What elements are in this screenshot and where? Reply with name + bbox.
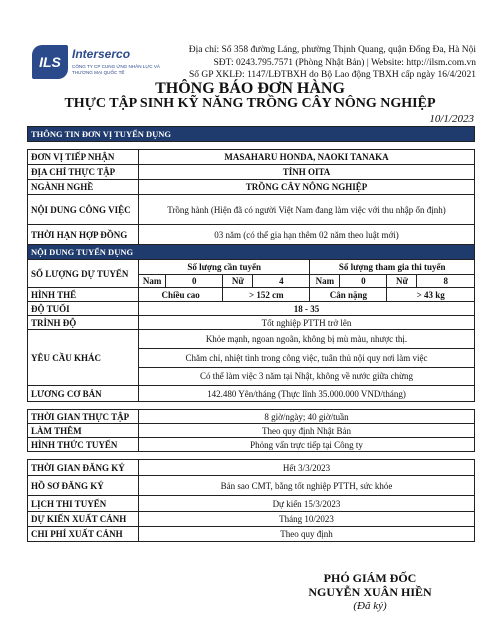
company-logo <box>32 43 192 83</box>
label-base-salary: LƯƠNG CƠ BẢN <box>28 386 139 402</box>
requirement-line: Chăm chỉ, nhiệt tình trong công việc, tuân thủ nội quy nơi làm việc <box>139 348 474 367</box>
value-documents: Bản sao CMT, bằng tốt nghiệp PTTH, sức khỏe <box>139 476 475 496</box>
physique-grid <box>139 288 474 301</box>
value-contract-term: 03 năm (có thể gia hạn thêm 02 năm theo luật mới) <box>139 225 475 245</box>
signer-name: NGUYỄN XUÂN HIỀN <box>308 585 432 599</box>
section-header-recruitment: NỘI DUNG TUYỂN DỤNG <box>28 245 475 260</box>
exam-male-value: 0 <box>340 274 387 287</box>
document-date: 10/1/2023 <box>429 113 474 125</box>
label-overtime: LÀM THÊM <box>28 424 139 438</box>
exam-female-value: 8 <box>417 274 474 287</box>
label-age: ĐỘ TUỔI <box>28 302 139 316</box>
exam-male-label: Nam <box>310 274 340 287</box>
value-departure-cost: Theo quy định <box>139 527 475 542</box>
document-subtitle: THỰC TẬP SINH KỸ NĂNG TRỒNG CÂY NÔNG NGHIỆP <box>64 96 436 111</box>
label-quantity: SỐ LƯỢNG DỰ TUYỂN <box>28 260 139 288</box>
contact-phone: SĐT: 0243.795.7571 (Phòng Nhật Bản) | Website: http://ilsm.com.vn <box>213 57 476 68</box>
value-age: 18 - 35 <box>139 302 475 316</box>
requirement-line: Khỏe mạnh, ngoan ngoãn, không bị mù màu, nhược thị. <box>205 333 408 344</box>
weight-value: > 43 kg <box>387 288 474 301</box>
needed-female-value: 4 <box>253 274 310 287</box>
quantity-grid <box>139 260 474 287</box>
needed-female-label: Nữ <box>223 274 253 287</box>
value-overtime: Theo quy định Nhật Bản <box>139 424 475 438</box>
label-work-address: ĐỊA CHỈ THỰC TẬP <box>28 165 139 180</box>
section-header-employer: THÔNG TIN ĐƠN VỊ TUYỂN DỤNG <box>28 127 475 142</box>
height-label: Chiều cao <box>161 289 200 300</box>
requirements-list <box>139 330 474 385</box>
label-other-requirements: YÊU CẦU KHÁC <box>28 330 139 386</box>
value-training-time: 8 giờ/ngày; 40 giờ/tuần <box>139 410 475 424</box>
value-receiving-unit: MASAHARU HONDA, NAOKI TANAKA <box>139 150 475 165</box>
value-industry: TRỒNG CÂY NÔNG NGHIỆP <box>139 180 475 195</box>
label-education: TRÌNH ĐỘ <box>28 316 139 330</box>
label-departure-cost: CHI PHÍ XUẤT CẢNH <box>28 527 139 542</box>
value-job-content: Trồng hành (Hiện đã có người Việt Nam đang làm việc với thu nhập ổn định) <box>139 195 475 225</box>
value-work-address: TỈNH OITA <box>139 165 475 180</box>
label-registration-time: THỜI GIAN ĐĂNG KÝ <box>28 460 139 476</box>
contact-block <box>176 44 476 82</box>
contact-address: Địa chỉ: Số 358 đường Láng, phường Thịnh Quang, quận Đống Đa, Hà Nội <box>188 45 476 55</box>
header-needed: Số lượng cần tuyển <box>187 261 261 272</box>
value-education: Tốt nghiệp PTTH trở lên <box>139 316 475 330</box>
header-exam: Số lượng tham gia thi tuyển <box>310 260 474 274</box>
label-industry: NGÀNH NGHỀ <box>28 180 139 195</box>
signed-note: (Đã ký) <box>353 600 387 612</box>
exam-female-label: Nữ <box>387 274 417 287</box>
logo-name: Interserco <box>72 47 131 61</box>
logo-subtitle: CÔNG TY CP CUNG ỨNG NHÂN LỰC VÀ THƯƠNG MẠI QUỐC TẾ <box>72 64 160 75</box>
needed-male-value: 0 <box>166 274 223 287</box>
contact-license: Số GP XKLĐ: 1147/LĐTBXH do Bộ Lao động TBXH cấp ngày 16/4/2021 <box>188 70 476 80</box>
label-contract-term: THỜI HẠN HỢP ĐỒNG <box>28 225 139 245</box>
label-recruitment-form: HÌNH THỨC TUYỂN <box>28 438 139 452</box>
value-recruitment-form: Phỏng vấn trực tiếp tại Công ty <box>139 438 475 452</box>
value-base-salary: 142.480 Yên/tháng (Thực lĩnh 35.000.000 VND/tháng) <box>139 386 475 402</box>
value-registration-time: Hết 3/3/2023 <box>139 460 475 476</box>
weight-label: Cân nặng <box>310 288 387 301</box>
requirement-line: Có thể làm việc 3 năm tại Nhật, không về nước giữa chừng <box>139 367 474 385</box>
label-physique: HÌNH THỂ <box>28 288 139 302</box>
value-departure: Tháng 10/2023 <box>139 512 475 527</box>
label-job-content: NỘI DUNG CÔNG VIỆC <box>28 195 139 225</box>
label-departure: DỰ KIẾN XUẤT CẢNH <box>28 512 139 527</box>
value-exam-schedule: Dự kiến 15/3/2023 <box>139 496 475 512</box>
height-value: > 152 cm <box>223 288 310 301</box>
label-exam-schedule: LỊCH THI TUYỂN <box>28 496 139 512</box>
needed-male-label: Nam <box>139 274 166 287</box>
signer-position: PHÓ GIÁM ĐỐC <box>323 571 417 585</box>
label-documents: HỒ SƠ ĐĂNG KÝ <box>28 476 139 496</box>
job-order-table <box>27 126 475 542</box>
label-receiving-unit: ĐƠN VỊ TIẾP NHẬN <box>28 150 139 165</box>
logo-badge: ILS <box>32 45 68 79</box>
document-title: THÔNG BÁO ĐƠN HÀNG <box>155 80 345 97</box>
label-training-time: THỜI GIAN THỰC TẬP <box>28 410 139 424</box>
